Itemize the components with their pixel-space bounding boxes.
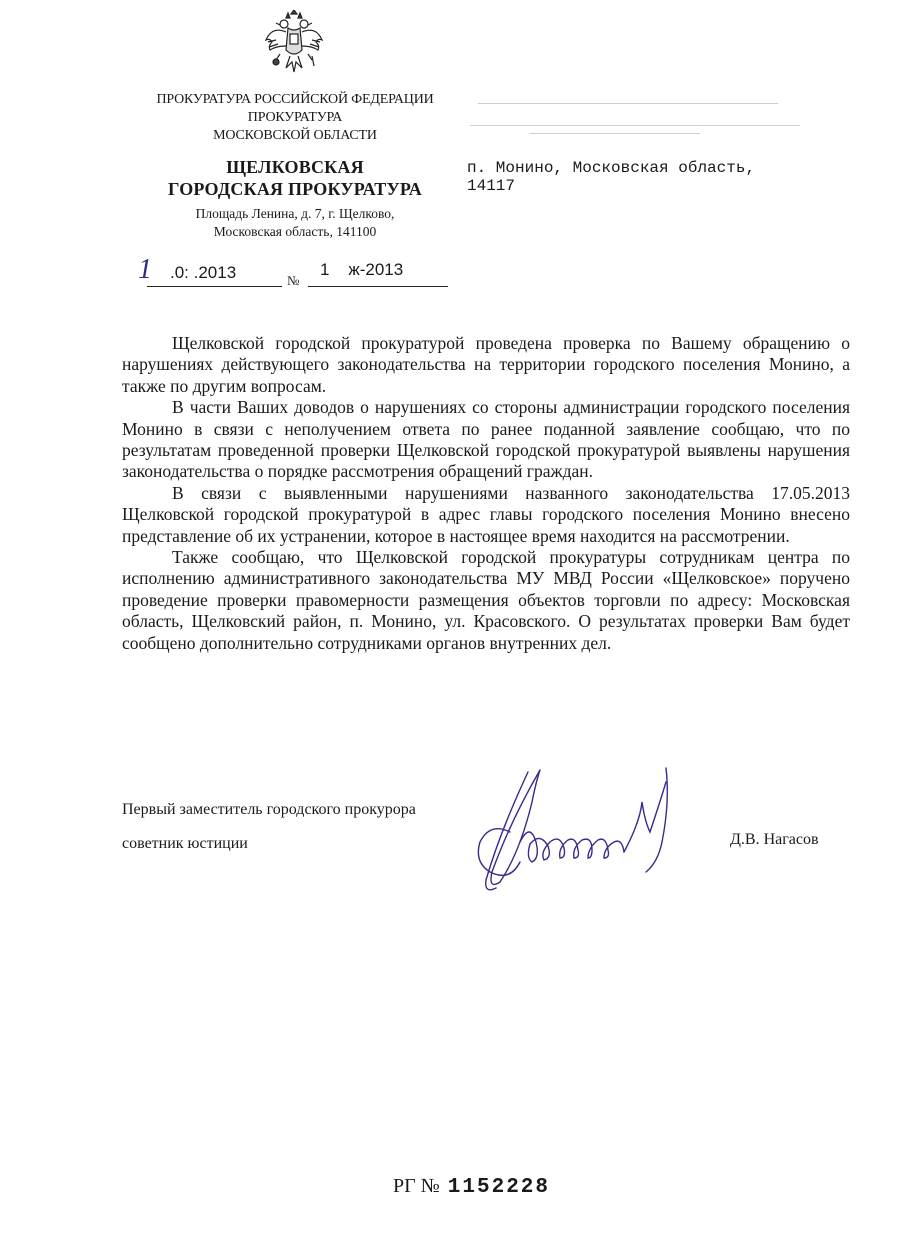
office-name-line2: ГОРОДСКАЯ ПРОКУРАТУРА <box>168 179 422 199</box>
reg-number-label: РГ № <box>393 1175 440 1197</box>
coat-of-arms-icon <box>262 10 326 82</box>
body-paragraph-4: Также сообщаю, что Щелковской городской прокуратуры сотрудникам центра по исполнению административного законодательства МУ МВД России «Щелковское» поручено проведение проверки правомерности размещения объектов торговли по адресу: Московская область, Щелковский район, п. Монино, ул. Красовского. О результатах проверки Вам будет сообщено дополнительно сотрудниками органов внутренних дел. <box>122 547 850 653</box>
office-name-line1: ЩЕЛКОВСКАЯ <box>226 157 364 177</box>
org-name-line1: ПРОКУРАТУРА РОССИЙСКОЙ ФЕДЕРАЦИИ <box>156 92 434 107</box>
office-address-line1: Площадь Ленина, д. 7, г. Щелково, <box>195 206 395 221</box>
body-paragraph-3: В связи с выявленными нарушениями названного законодательства 17.05.2013 Щелковской городской прокуратурой в адрес главы городского поселения Монино внесено представление об их устранении, которое в настоящее время находится на рассмотрении. <box>122 482 850 546</box>
addressee-line1: п. Монино, Московская область, <box>467 159 756 177</box>
handwritten-date-digit: 1 <box>138 254 152 285</box>
letter-number: 1 ж-2013 <box>320 260 404 279</box>
letter-date: .0: .2013 <box>170 263 237 282</box>
office-address-line2: Московская область, 141100 <box>213 224 377 239</box>
date-underline <box>147 286 282 287</box>
signer-position-line2: советник юстиции <box>122 835 248 852</box>
body-paragraph-1: Щелковской городской прокуратурой проведена проверка по Вашему обращению о нарушениях действующего законодательства на территории городского поселения Монино, а также по другим вопросам. <box>122 333 850 396</box>
org-name-line3: МОСКОВСКОЙ ОБЛАСТИ <box>213 128 377 143</box>
addressee-line2: 14117 <box>467 177 516 195</box>
org-name-line2: ПРОКУРАТУРА <box>247 110 343 125</box>
letter-body <box>122 333 850 654</box>
number-sign: № <box>287 273 300 288</box>
reg-number-value: 1152228 <box>447 1176 550 1199</box>
body-paragraph-2: В части Ваших доводов о нарушениях со стороны администрации городского поселения Монино в связи с неполучением ответа по ранее поданной заявление сообщаю, что по результатам проведенной проверки Щелковской городской прокуратурой выявлены нарушения законодательства о порядке рассмотрения обращений граждан. <box>122 397 850 482</box>
redacted-line <box>478 103 778 104</box>
handwritten-signature <box>470 762 700 902</box>
form-reg-number <box>393 1175 550 1199</box>
number-underline <box>308 286 448 287</box>
redacted-line <box>470 125 800 126</box>
signer-position-line1: Первый заместитель городского прокурора <box>122 801 416 818</box>
signer-name: Д.В. Нагасов <box>730 831 819 848</box>
redacted-line <box>530 133 700 134</box>
